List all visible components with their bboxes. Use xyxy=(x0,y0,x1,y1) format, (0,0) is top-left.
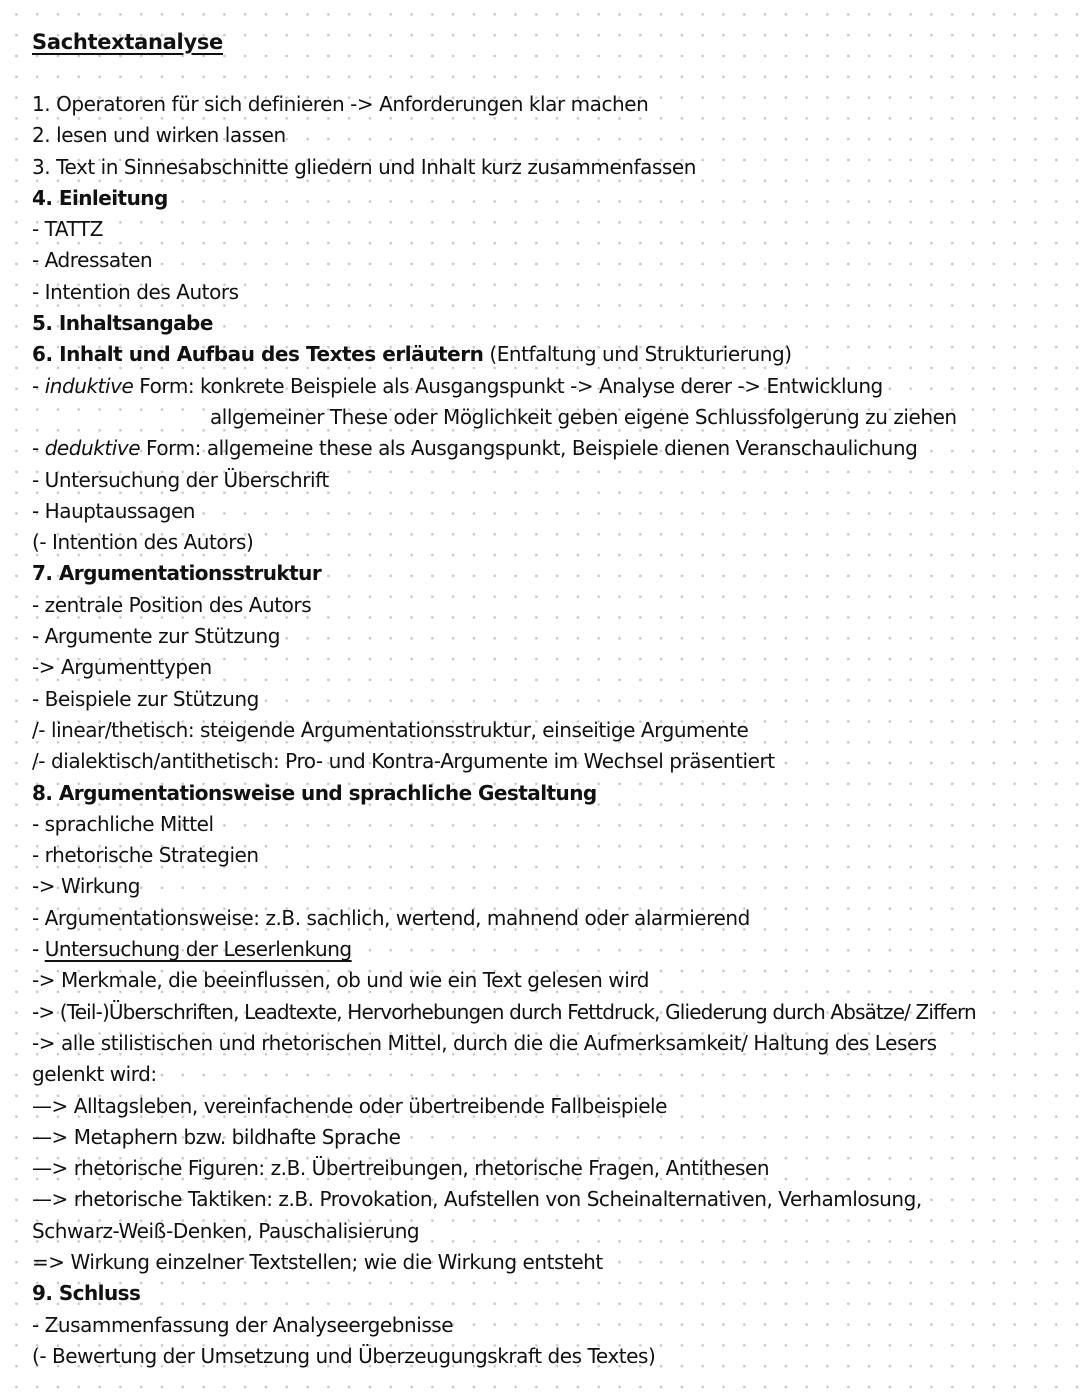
list-item: - rhetorische Strategien xyxy=(32,843,259,868)
list-item: gelenkt wird: xyxy=(32,1062,157,1087)
list-item: - Beispiele zur Stützung xyxy=(32,686,259,711)
list-item: - sprachliche Mittel xyxy=(32,811,214,836)
list-item: -> (Teil-)Überschriften, Leadtexte, Hervorhebungen durch Fettdruck, Gliederung durch Absätze/ Ziffern xyxy=(32,999,976,1024)
list-item: -> Merkmale, die beeinflussen, ob und wie ein Text gelesen wird xyxy=(32,968,649,993)
page-title: Sachtextanalyse xyxy=(32,30,223,54)
list-item: - Argumentationsweise: z.B. sachlich, wertend, mahnend oder alarmierend xyxy=(32,905,750,930)
list-dash: - xyxy=(32,436,45,461)
list-item: /- linear/thetisch: steigende Argumentationsstruktur, einseitige Argumente xyxy=(32,717,749,742)
list-item: - Zusammenfassung der Analyseergebnisse xyxy=(32,1312,454,1337)
step-3: 3. Text in Sinnesabschnitte gliedern und Inhalt kurz zusammenfassen xyxy=(32,154,696,179)
list-item: —> Alltagsleben, vereinfachende oder übertreibende Fallbeispiele xyxy=(32,1093,668,1118)
note-body xyxy=(32,89,1078,1372)
induktiv-text: Form: konkrete Beispiele als Ausgangspunkt -> Analyse derer -> Entwicklung xyxy=(133,373,883,398)
heading-inhalt-aufbau: 6. Inhalt und Aufbau des Textes erläutern xyxy=(32,342,484,367)
leserlenkung-line xyxy=(32,934,1078,965)
deduktiv-text: Form: allgemeine these als Ausgangspunkt, Beispiele dienen Veranschaulichung xyxy=(140,436,918,461)
list-item: —> Metaphern bzw. bildhafte Sprache xyxy=(32,1124,401,1149)
induktiv-line xyxy=(32,371,1078,402)
list-dash: - xyxy=(32,937,45,962)
list-item: - Adressaten xyxy=(32,248,153,273)
step-1: 1. Operatoren für sich definieren -> Anforderungen klar machen xyxy=(32,92,649,116)
list-item: => Wirkung einzelner Textstellen; wie die Wirkung entsteht xyxy=(32,1249,603,1274)
deduktiv-line xyxy=(32,433,1078,464)
heading-schluss: 9. Schluss xyxy=(32,1281,141,1306)
list-dash: - xyxy=(32,373,45,398)
list-item: —> rhetorische Taktiken: z.B. Provokation, Aufstellen von Scheinalternativen, Verhamlosung, xyxy=(32,1187,922,1212)
induktiv-continuation: allgemeiner These oder Möglichkeit geben eigene Schlussfolgerung zu ziehen xyxy=(210,404,957,429)
list-item: -> Argumenttypen xyxy=(32,655,212,680)
heading-inhalt-aufbau-line xyxy=(32,339,1078,370)
heading-inhaltsangabe: 5. Inhaltsangabe xyxy=(32,311,213,336)
heading-argumentationsweise: 8. Argumentationsweise und sprachliche Gestaltung xyxy=(32,780,597,805)
list-item: - Hauptaussagen xyxy=(32,498,196,523)
list-item: -> alle stilistischen und rhetorischen Mittel, durch die die Aufmerksamkeit/ Haltung des Lesers xyxy=(32,1030,937,1055)
list-item: - TATTZ xyxy=(32,217,104,242)
heading-einleitung: 4. Einleitung xyxy=(32,185,168,210)
list-item: Schwarz-Weiß-Denken, Pauschalisierung xyxy=(32,1218,420,1243)
list-item: (- Bewertung der Umsetzung und Überzeugungskraft des Textes) xyxy=(32,1343,656,1368)
list-item: - Intention des Autors xyxy=(32,279,239,304)
list-item: - zentrale Position des Autors xyxy=(32,592,312,617)
deduktiv-term: deduktive xyxy=(44,436,141,461)
list-item: - Argumente zur Stützung xyxy=(32,624,281,649)
list-item: (- Intention des Autors) xyxy=(32,530,254,555)
induktiv-term: induktive xyxy=(44,373,134,398)
list-item: - Untersuchung der Überschrift xyxy=(32,467,329,492)
list-item: —> rhetorische Figuren: z.B. Übertreibungen, rhetorische Fragen, Antithesen xyxy=(32,1156,770,1181)
step-2: 2. lesen und wirken lassen xyxy=(32,123,286,148)
list-item: -> Wirkung xyxy=(32,874,140,899)
list-item: /- dialektisch/antithetisch: Pro- und Kontra-Argumente im Wechsel präsentiert xyxy=(32,749,775,774)
heading-argumentationsstruktur: 7. Argumentationsstruktur xyxy=(32,561,322,586)
leserlenkung-heading: Untersuchung der Leserlenkung xyxy=(44,937,352,962)
heading-inhalt-aufbau-suffix: (Entfaltung und Strukturierung) xyxy=(483,342,792,367)
